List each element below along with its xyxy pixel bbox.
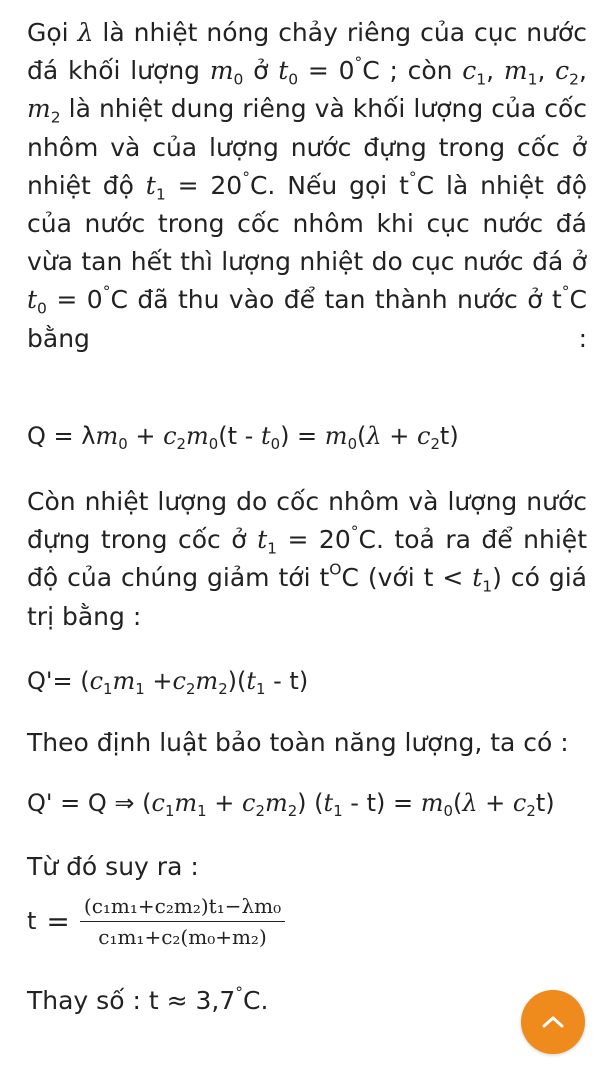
equation-heat-absorbed: $Q = \lambda m_0 + c_2m_0(t - t_0) = m_0(\lambda + c_2t)$ (27, 422, 459, 454)
fraction-numerator: (c₁m₁+c₂m₂)t₁−λm₀ (80, 894, 285, 922)
scroll-to-top-button[interactable] (521, 990, 585, 1054)
fraction-equals: = (46, 904, 70, 938)
fraction-denominator: c₁m₁+c₂(m₀+m₂) (98, 924, 267, 949)
fraction (80, 894, 285, 949)
chevron-up-icon (540, 1014, 566, 1030)
paragraph-energy-conservation: Theo định luật bảo toàn năng lượng, ta có : (27, 727, 569, 757)
paragraph-heat-released: Còn nhiệt lượng do cốc nhôm và lượng nước đựng trong cốc ở $t_1 = 20^\circ C$. toả ra để nhiệt độ của chúng giảm tới $t^OC$ (với $t < t_1$) có giá trị bằng : (27, 487, 587, 631)
equation-fraction (27, 886, 587, 956)
paragraph-result: Thay số : t ≈ 3,7°C. (27, 983, 269, 1016)
equation-heat-released: $Q'= (c_1m_1 +c_2m_2)(t_1 - t)$ (27, 666, 309, 699)
equation-balance: Q' = Q ⇒ $(c_1m_1 + c_2m_2)$ $(t_1 - t) = m_0(\lambda + c_2t)$ (27, 789, 555, 821)
paragraph-definitions: Gọi λ là nhiệt nóng chảy riêng của cục nước đá khối lượng $m_0$ ở $t_0 = 0^\circ C$ ; còn $c_1$, $m_1$, $c_2$, $m_2$ là nhiệt dung riêng và khối lượng của cốc nhôm và của lượng nước đựng trong cốc ở nhiệt độ $t_1 = 20^\circ C$. Nếu gọi t°C là nhiệt độ của nước trong cốc nhôm khi cục nước đá vừa tan hết thì lượng nhiệt do cục nước đá ở $t_0 = 0^\circ C$ đã thu vào để tan thành nước ở t°C bằng : (27, 18, 588, 353)
fraction-lhs: t (27, 907, 37, 936)
article-content (27, 14, 587, 1020)
paragraph-derive: Từ đó suy ra : (27, 852, 199, 882)
